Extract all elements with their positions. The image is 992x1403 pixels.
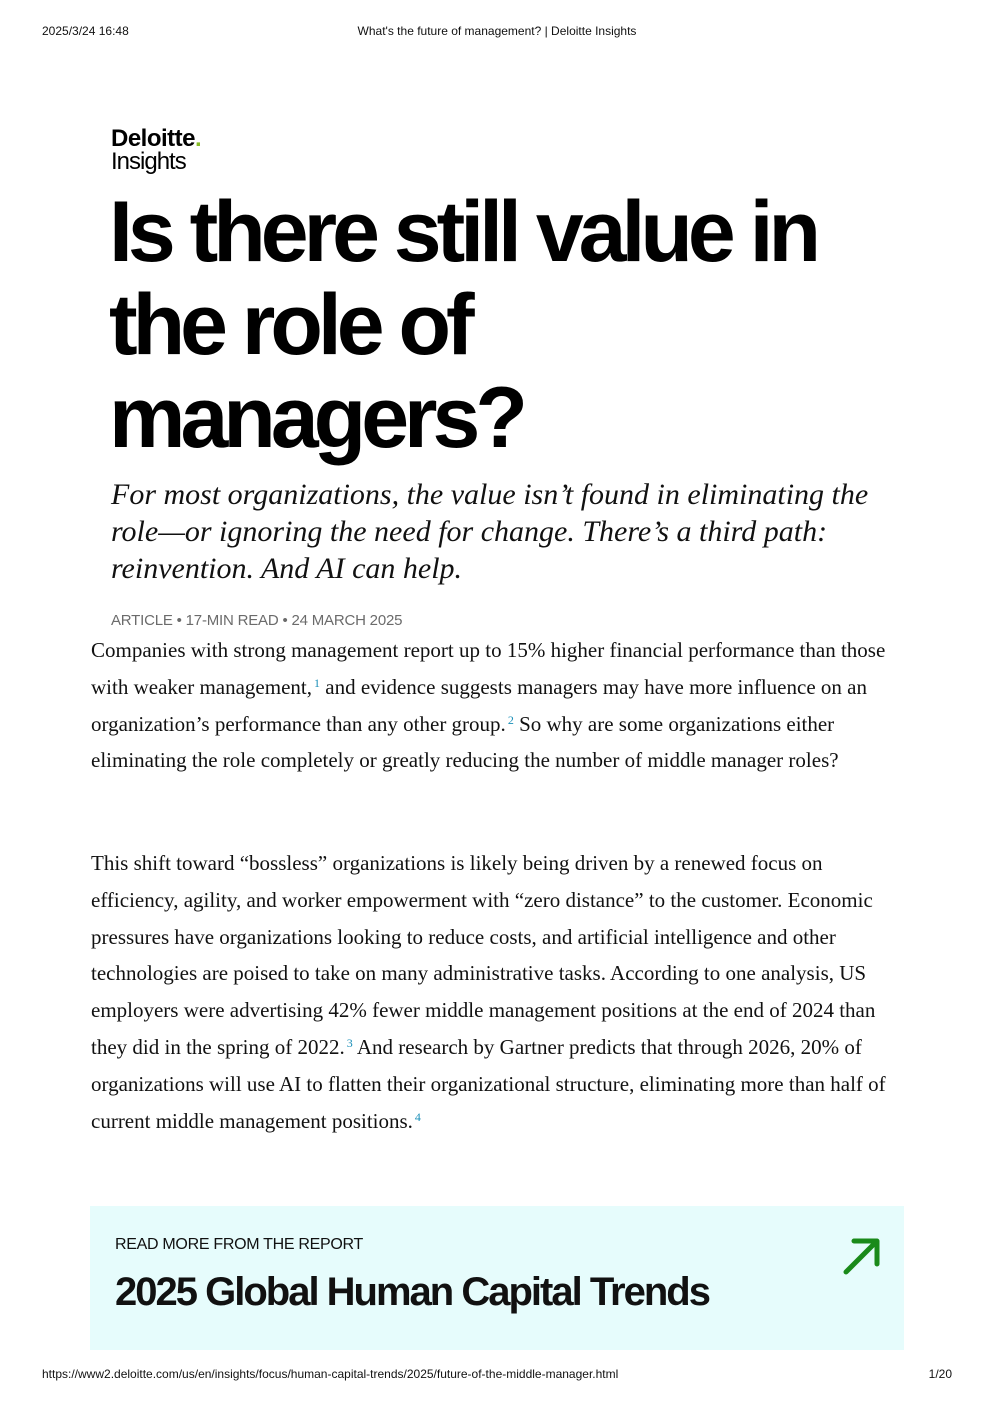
paragraph-text: and evidence suggests managers may have more influence on an organization’s performance than any other group.	[91, 674, 867, 736]
paragraph-text: Companies with strong management report up to 15% higher financial performance than those with weaker management,	[91, 638, 886, 699]
article-headline: Is there still value in the role of managers?	[109, 184, 817, 466]
print-url: https://www2.deloitte.com/us/en/insights/focus/human-capital-trends/2025/future-of-the-middle-manager.html	[42, 1367, 619, 1381]
article-meta: ARTICLE • 17-MIN READ • 24 MARCH 2025	[111, 612, 403, 629]
print-header	[42, 24, 952, 40]
footnote-link-3[interactable]: 3	[346, 1035, 353, 1050]
report-promo-card[interactable]	[90, 1206, 904, 1350]
footnote-link-2[interactable]: 2	[507, 712, 514, 727]
footnote-link-4[interactable]: 4	[414, 1109, 421, 1124]
print-page-number: 1/20	[928, 1367, 952, 1381]
deloitte-insights-logo[interactable]	[111, 126, 201, 174]
logo-brand-text: Deloitte	[111, 125, 196, 152]
logo-sub: Insights	[111, 148, 186, 175]
paragraph-text: And research by Gartner predicts that through 2026, 20% of organizations will use AI to flatten their organizational structure, eliminating more than half of current middle management positions.	[91, 1034, 886, 1133]
promo-title: 2025 Global Human Capital Trends	[115, 1270, 709, 1314]
footnote-link-1[interactable]: 1	[314, 675, 320, 690]
body-paragraph-2	[91, 845, 906, 1139]
print-page-title: What's the future of management? | Deloitte Insights	[357, 24, 637, 38]
body-paragraph-1	[91, 632, 906, 779]
paragraph-text: So why are some organizations either eliminating the role completely or greatly reducing the number of middle manager roles?	[91, 711, 839, 773]
article-dek: For most organizations, the value isn’t found in eliminating the role—or ignoring the need for change. There’s a third path: reinvention. And AI can help.	[111, 478, 869, 585]
promo-eyebrow: READ MORE FROM THE REPORT	[115, 1236, 363, 1253]
paragraph-text: This shift toward “bossless” organizations is likely being driven by a renewed focus on efficiency, agility, and worker empowerment with “zero distance” to the customer. Economic pressures have organizations looking to reduce costs, and artificial intelligence and other technologies are poised to take on many administrative tasks. According to one analysis, US employers were advertising 42% fewer middle management positions at the end of 2024 than they did in the spring of 2022.	[91, 851, 876, 1059]
arrow-up-right-icon[interactable]	[840, 1234, 884, 1278]
print-datetime: 2025/3/24 16:48	[42, 24, 129, 38]
logo-dot: .	[195, 125, 202, 152]
print-footer	[42, 1367, 952, 1383]
